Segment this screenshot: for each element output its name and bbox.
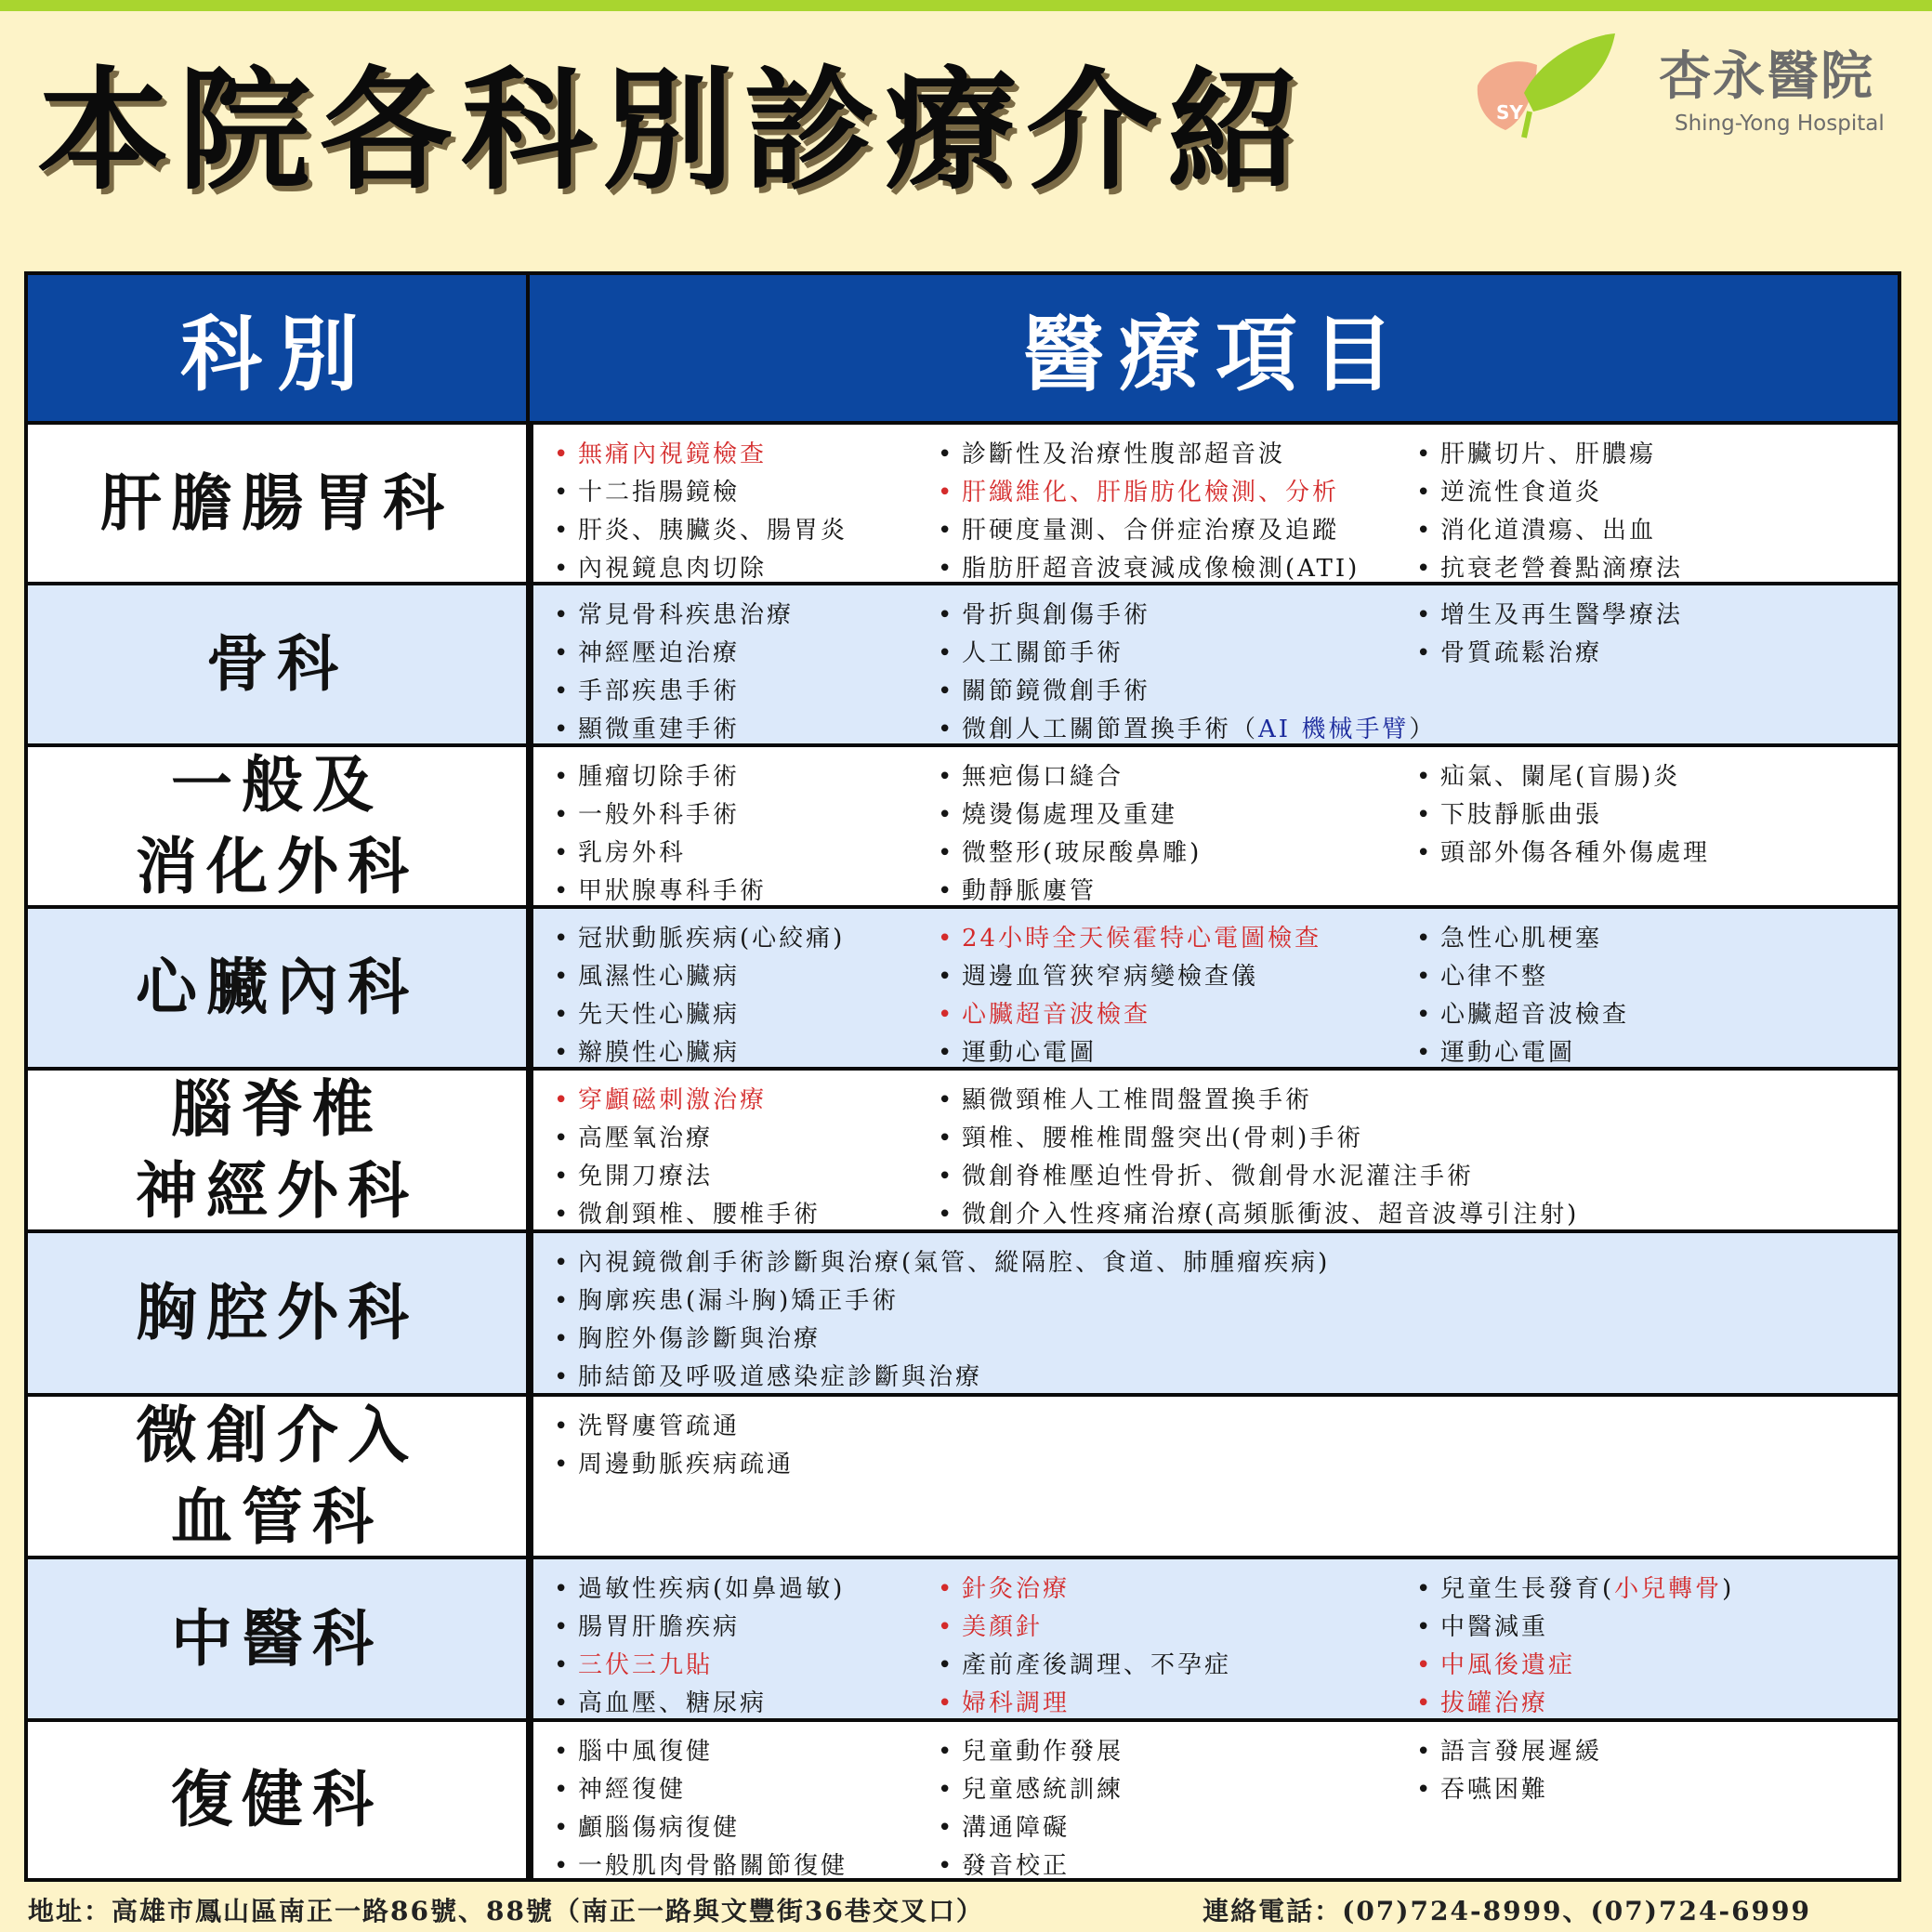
list-item: • 心臟超音波檢查 <box>938 996 1321 1034</box>
list-item: • 腸胃肝膽疾病 <box>554 1609 845 1647</box>
list-item: • 脂肪肝超音波衰減成像檢測(ATI) <box>938 550 1360 588</box>
list-item: • 顯微頸椎人工椎間盤置換手術 <box>938 1082 1579 1120</box>
list-item: • 肝纖維化、肝脂肪化檢測、分析 <box>938 474 1360 512</box>
list-item: • 辮膜性心臟病 <box>554 1034 845 1072</box>
list-item: • 腫瘤切除手術 <box>554 758 767 796</box>
list-item: • 先天性心臟病 <box>554 996 845 1034</box>
list-item: • 神經壓迫治療 <box>554 635 794 673</box>
service-items <box>533 909 1898 1067</box>
list-item: • 心臟超音波檢查 <box>1416 996 1629 1034</box>
kid-bone-label: 小兒轉骨 <box>1614 1575 1723 1603</box>
list-item: • 人工關節手術 <box>938 635 1436 673</box>
list-item: • 語言發展遲緩 <box>1416 1733 1602 1771</box>
table-row <box>28 1393 1898 1556</box>
dept-name: 心臟內科 <box>28 909 530 1067</box>
list-item: • 抗衰老營養點滴療法 <box>1416 550 1683 588</box>
list-item: • 肝臟切片、肝膿瘍 <box>1416 436 1683 474</box>
list-item: • 產前產後調理、不孕症 <box>938 1647 1231 1685</box>
list-item: • 無疤傷口縫合 <box>938 758 1202 796</box>
list-item: • 乳房外科 <box>554 835 767 873</box>
table-row <box>28 1067 1898 1229</box>
dept-name: 微創介入 血管科 <box>28 1397 530 1556</box>
list-item: • 胸廓疾患(漏斗胸)矯正手術 <box>554 1282 1330 1321</box>
list-item: • 心律不整 <box>1416 958 1629 996</box>
list-item: • 一般肌肉骨骼關節復健 <box>554 1847 848 1886</box>
list-item: • 運動心電圖 <box>1416 1034 1629 1072</box>
service-items <box>533 1071 1898 1229</box>
footer <box>0 1890 1932 1932</box>
list-item: • 診斷性及治療性腹部超音波 <box>938 436 1360 474</box>
header-items: 醫療項目 <box>1021 306 1409 402</box>
list-item: • 手部疾患手術 <box>554 673 794 711</box>
list-item: • 肺結節及呼吸道感染症診斷與治療 <box>554 1359 1330 1397</box>
table-row <box>28 582 1898 743</box>
list-item: • 消化道潰瘍、出血 <box>1416 512 1683 550</box>
list-item: • 婦科調理 <box>938 1685 1231 1723</box>
list-item: • 增生及再生醫學療法 <box>1416 597 1683 635</box>
list-item: • 神經復健 <box>554 1771 848 1809</box>
list-item: • 關節鏡微創手術 <box>938 673 1436 711</box>
list-item: • 美顏針 <box>938 1609 1231 1647</box>
list-item: • 週邊血管狹窄病變檢查儀 <box>938 958 1321 996</box>
list-item: • 逆流性食道炎 <box>1416 474 1683 512</box>
dept-name: 復健科 <box>28 1722 530 1878</box>
list-item: • 頸椎、腰椎椎間盤突出(骨刺)手術 <box>938 1120 1579 1158</box>
dept-name: 骨科 <box>28 585 530 743</box>
service-items <box>533 425 1898 582</box>
table-row <box>28 1718 1898 1878</box>
list-item: • 微整形(玻尿酸鼻雕) <box>938 835 1202 873</box>
service-items <box>533 1722 1898 1878</box>
table-row <box>28 905 1898 1067</box>
leaf-logo-icon <box>1468 28 1617 149</box>
service-items <box>533 747 1898 905</box>
list-item: • 兒童感統訓練 <box>938 1771 1124 1809</box>
list-item: • 常見骨科疾患治療 <box>554 597 794 635</box>
list-item: • 微創脊椎壓迫性骨折、微創骨水泥灌注手術 <box>938 1158 1579 1196</box>
list-item: • 吞嚥困難 <box>1416 1771 1602 1809</box>
list-item: • 骨折與創傷手術 <box>938 597 1436 635</box>
list-item: • 急性心肌梗塞 <box>1416 920 1629 958</box>
list-item: • 風濕性心臟病 <box>554 958 845 996</box>
list-item: • 下肢靜脈曲張 <box>1416 796 1710 835</box>
list-item: • 內視鏡息肉切除 <box>554 550 848 588</box>
list-item: • 過敏性疾病(如鼻過敏) <box>554 1571 845 1609</box>
header-dept: 科別 <box>28 275 530 421</box>
list-item: • 三伏三九貼 <box>554 1647 845 1685</box>
service-items <box>533 585 1898 743</box>
dept-name: 胸腔外科 <box>28 1233 530 1393</box>
list-item: • 燒燙傷處理及重建 <box>938 796 1202 835</box>
list-item: • 甲狀腺專科手術 <box>554 873 767 911</box>
top-stripe <box>0 0 1932 11</box>
list-item: • 無痛內視鏡檢查 <box>554 436 848 474</box>
list-item: • 中醫減重 <box>1416 1609 1734 1647</box>
list-item: • 肝硬度量測、合併症治療及追蹤 <box>938 512 1360 550</box>
dept-name: 中醫科 <box>28 1559 530 1718</box>
list-item: • 拔罐治療 <box>1416 1685 1734 1723</box>
list-item: • 十二指腸鏡檢 <box>554 474 848 512</box>
hospital-english-name: Shing-Yong Hospital <box>1675 112 1885 136</box>
list-item: • 顯微重建手術 <box>554 711 794 749</box>
list-item: • 一般外科手術 <box>554 796 767 835</box>
phone-text: 連絡電話：(07)724-8999、(07)724-6999 <box>1203 1896 1811 1926</box>
table-header <box>28 275 1898 421</box>
table-row <box>28 1556 1898 1718</box>
table-row <box>28 1229 1898 1393</box>
list-item: • 發音校正 <box>938 1847 1124 1886</box>
dept-name: 腦脊椎 神經外科 <box>28 1071 530 1229</box>
list-item: • 兒童動作發展 <box>938 1733 1124 1771</box>
table-row <box>28 743 1898 905</box>
list-item: • 穿顱磁刺激治療 <box>554 1082 821 1120</box>
hospital-logo <box>1468 28 1914 149</box>
service-items <box>533 1559 1898 1718</box>
list-item: • 中風後遺症 <box>1416 1647 1734 1685</box>
service-items <box>533 1233 1898 1393</box>
ai-robot-arm-label: AI 機械手臂 <box>1258 716 1410 743</box>
list-item: • 高血壓、糖尿病 <box>554 1685 845 1723</box>
list-item: • 針灸治療 <box>938 1571 1231 1609</box>
address-text: 地址：高雄市鳳山區南正一路86號、88號（南正一路與文豐街36巷交叉口） <box>28 1896 984 1926</box>
list-item: • 微創頸椎、腰椎手術 <box>554 1196 821 1234</box>
list-item: • 微創人工關節置換手術（AI 機械手臂） <box>938 711 1436 749</box>
list-item: • 溝通障礙 <box>938 1809 1124 1847</box>
list-item: • 疝氣、闌尾(盲腸)炎 <box>1416 758 1710 796</box>
list-item: • 肝炎、胰臟炎、腸胃炎 <box>554 512 848 550</box>
table-row <box>28 421 1898 582</box>
list-item: • 胸腔外傷診斷與治療 <box>554 1321 1330 1359</box>
list-item: • 內視鏡微創手術診斷與治療(氣管、縱隔腔、食道、肺腫瘤疾病) <box>554 1244 1330 1282</box>
list-item: • 24小時全天候霍特心電圖檢查 <box>938 920 1321 958</box>
list-item: • 骨質疏鬆治療 <box>1416 635 1683 673</box>
list-item: • 動靜脈廔管 <box>938 873 1202 911</box>
list-item: • 免開刀療法 <box>554 1158 821 1196</box>
logo-mark-text: SY <box>1496 101 1523 124</box>
dept-name: 肝膽腸胃科 <box>28 425 530 582</box>
department-table <box>24 271 1901 1882</box>
list-item: • 冠狀動脈疾病(心絞痛) <box>554 920 845 958</box>
list-item: • 兒童生長發育(小兒轉骨) <box>1416 1571 1734 1609</box>
list-item: • 微創介入性疼痛治療(高頻脈衝波、超音波導引注射) <box>938 1196 1579 1234</box>
list-item: • 高壓氧治療 <box>554 1120 821 1158</box>
service-items <box>533 1397 1898 1556</box>
hospital-name: 杏永醫院 <box>1659 46 1874 107</box>
list-item: • 頭部外傷各種外傷處理 <box>1416 835 1710 873</box>
list-item: • 洗腎廔管疏通 <box>554 1408 794 1446</box>
list-item: • 周邊動脈疾病疏通 <box>554 1446 794 1484</box>
list-item: • 顱腦傷病復健 <box>554 1809 848 1847</box>
list-item: • 腦中風復健 <box>554 1733 848 1771</box>
dept-name: 一般及 消化外科 <box>28 747 530 905</box>
page-title: 本院各科別診療介紹 <box>37 55 1308 208</box>
list-item: • 運動心電圖 <box>938 1034 1321 1072</box>
